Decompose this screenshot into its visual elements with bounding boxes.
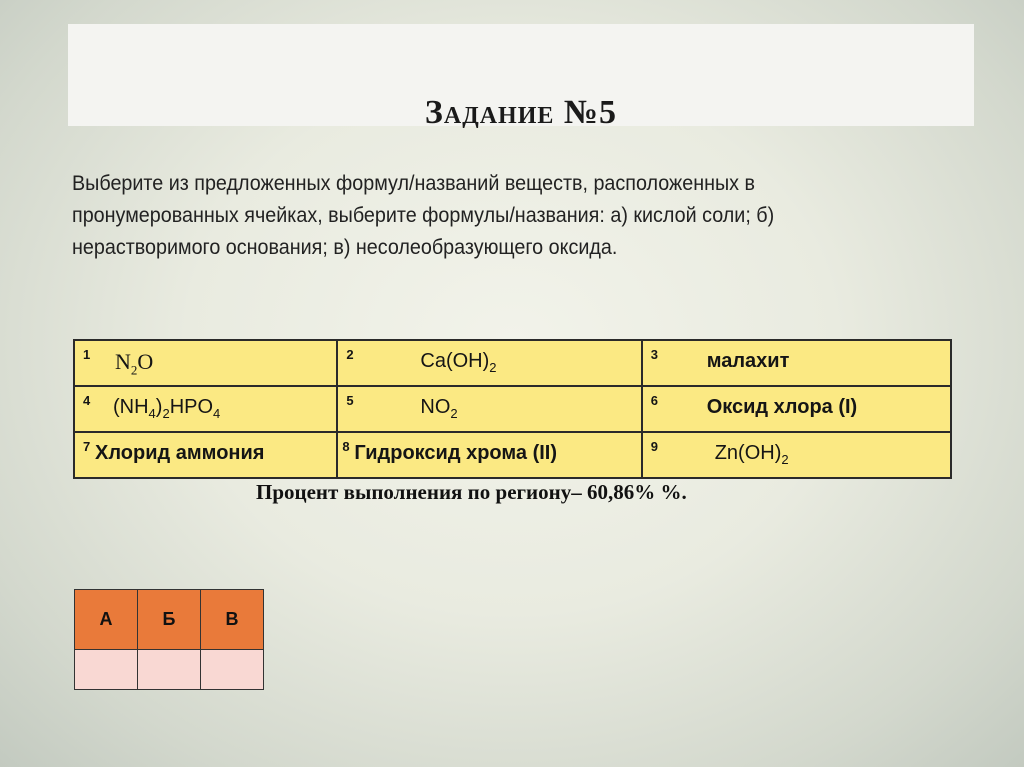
cell-1	[74, 340, 337, 386]
cell-2	[337, 340, 641, 386]
cell-number: 2	[346, 347, 354, 362]
cell-value: Гидроксид хрома (II)	[354, 442, 558, 464]
cell-3	[642, 340, 951, 386]
cell-number: 4	[83, 393, 91, 408]
table-row	[74, 386, 951, 432]
answer-value-row	[75, 650, 264, 690]
cell-value: $Ca(OH)_2$	[420, 350, 497, 375]
cell-value: $N_2O$	[115, 349, 154, 378]
cell-value: $Zn(OH)_2$	[714, 442, 789, 467]
cell-value: Оксид хлора (I)	[706, 396, 858, 418]
completion-percent-text: Процент выполнения по региону– 60,86% %.	[256, 480, 687, 504]
cell-value: малахит	[706, 350, 790, 372]
cell-number: 1	[83, 347, 91, 362]
cell-number: 3	[650, 347, 658, 362]
table-row	[74, 340, 951, 386]
title-band	[68, 24, 974, 131]
cell-5	[337, 386, 641, 432]
cell-value: $NO_2$	[420, 396, 458, 421]
cell-7	[74, 432, 337, 478]
cell-number: 8	[342, 439, 350, 454]
answer-cell-a[interactable]	[75, 650, 138, 690]
table-row	[74, 432, 951, 478]
answer-table	[74, 589, 264, 690]
substances-table	[73, 339, 952, 479]
cell-number: 5	[346, 393, 354, 408]
cell-4	[74, 386, 337, 432]
cell-value: $(NH_4)_2HPO_4$	[113, 396, 221, 421]
task-text: Выберите из предложенных формул/названий веществ, расположенных в пронумерованных ячейках, выберите формулы/названия: а) кислой соли; б) нерастворимого основания; в) несолеобразующего оксида.	[72, 172, 775, 259]
answer-header-row	[75, 590, 264, 650]
cell-number: 7	[83, 439, 91, 454]
cell-9	[642, 432, 951, 478]
cell-number: 6	[650, 393, 658, 408]
slide-title: Задание №5	[424, 94, 618, 131]
cell-value: Хлорид аммония	[95, 442, 265, 464]
answer-header-v: В	[201, 590, 264, 650]
cell-8	[337, 432, 641, 478]
answer-cell-v[interactable]	[201, 650, 264, 690]
cell-6	[642, 386, 951, 432]
answer-header-b: Б	[138, 590, 201, 650]
answer-cell-b[interactable]	[138, 650, 201, 690]
cell-number: 9	[650, 439, 658, 454]
answer-header-a: А	[75, 590, 138, 650]
